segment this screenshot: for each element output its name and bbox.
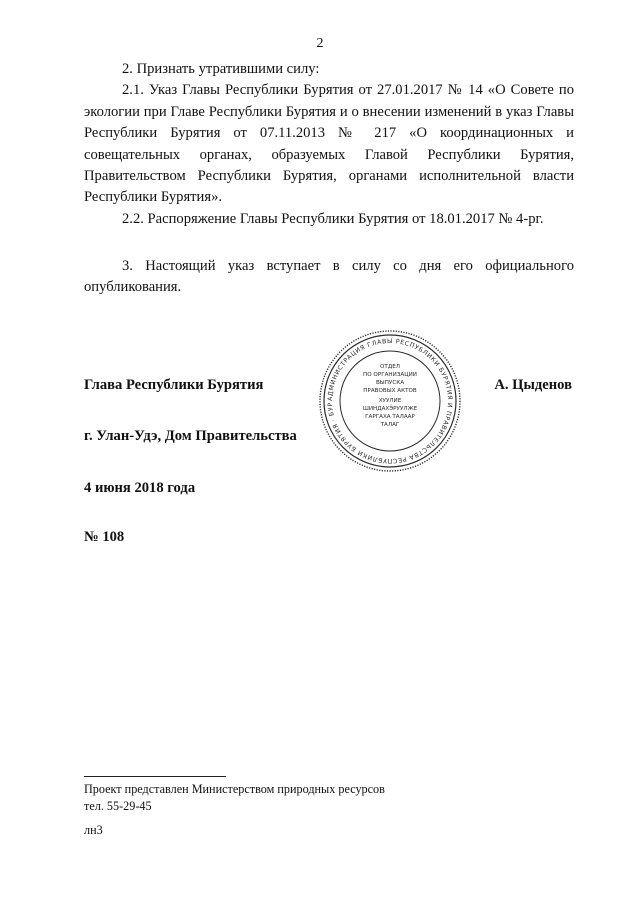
seal-line-8: ТАЛАГ bbox=[380, 422, 400, 428]
seal-line-3: ВЫПУСКА bbox=[375, 380, 405, 386]
seal-graphic bbox=[317, 328, 463, 474]
signature-name: А. Цыденов bbox=[494, 377, 572, 393]
svg-text:АДМИНИСТРАЦИЯ ГЛАВЫ РЕСПУБЛИКИ: АДМИНИСТРАЦИЯ ГЛАВЫ РЕСПУБЛИКИ БУРЯТИЯ И ПРАВИТЕЛЬСТВА РЕСПУБЛИКИ БУРЯТИЯ · БУР bbox=[326, 337, 454, 465]
paragraph-3: 3. Настоящий указ вступает в силу со дня его официального опубликования. bbox=[84, 258, 574, 296]
signing-date: 4 июня 2018 года bbox=[84, 480, 196, 496]
seal-line-5: ХУУЛИЕ bbox=[378, 398, 402, 404]
paragraph-invalidate-heading: 2. Признать утратившими силу: bbox=[122, 61, 320, 77]
seal-line-6: ШИНДАХЭ́РУУЛЖЕ bbox=[362, 406, 418, 412]
paragraph-2-1: 2.1. Указ Главы Республики Бурятия от 27.01.2017 № 14 «О Совете по экологии при Главе Республики Бурятия и о внесении изменений в указ Главы Республики Бурятия от 07.11.2013 № 217 «О координационных и совещательных органах, образуемых Главой Республики Бурятия, Правительством Республики Бурятия, органами исполнительной власти Республики Бурятия». bbox=[84, 82, 574, 206]
signing-place: г. Улан-Удэ, Дом Правительства bbox=[84, 428, 297, 444]
official-seal-stamp bbox=[317, 328, 463, 474]
footer-code: лн3 bbox=[84, 823, 103, 837]
seal-line-4: ПРАВОВЫХ АКТОВ bbox=[363, 388, 417, 394]
seal-line-1: ОТДЕЛ bbox=[380, 364, 400, 370]
paragraph-2-2: 2.2. Распоряжение Главы Республики Бурятия от 18.01.2017 № 4-рг. bbox=[122, 210, 544, 227]
body-text-effective bbox=[84, 256, 574, 299]
seal-line-7: ГАРГАХА ТАЛААР bbox=[365, 414, 415, 420]
body-text bbox=[84, 59, 574, 230]
decree-number: № 108 bbox=[84, 529, 125, 545]
footer-phone: тел. 55-29-45 bbox=[84, 799, 152, 813]
seal-line-2: ПО ОРГАНИЗАЦИИ bbox=[363, 372, 417, 378]
footer-project-note: Проект представлен Министерством природных ресурсов bbox=[84, 782, 385, 796]
signature-position: Глава Республики Бурятия bbox=[84, 377, 264, 393]
footer-divider bbox=[84, 776, 226, 777]
page-number: 2 bbox=[316, 36, 324, 51]
